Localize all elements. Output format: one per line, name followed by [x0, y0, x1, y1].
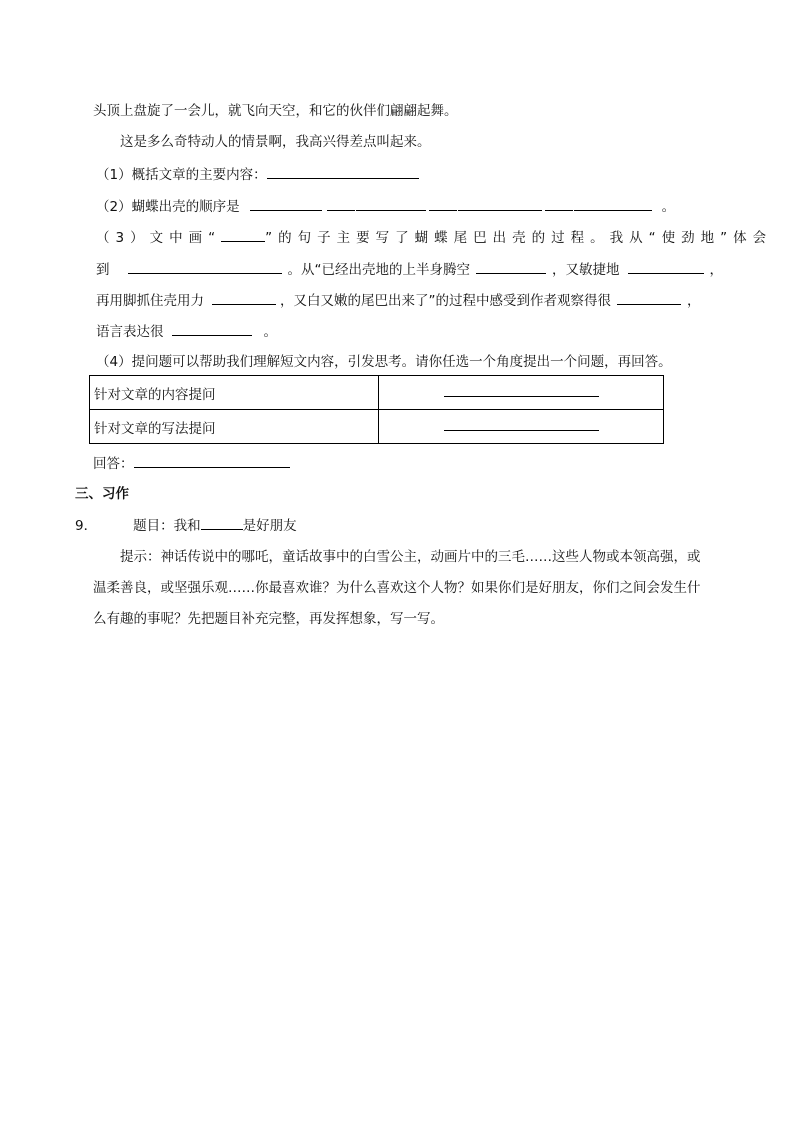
question-3-part2: ”的句子主要写了蝴蝶尾巴出壳的过程。我从“使劲地”体会	[265, 230, 773, 246]
answer-blank[interactable]	[617, 290, 681, 305]
table-cell-answer[interactable]	[379, 410, 664, 444]
question-2	[96, 196, 675, 217]
question-4: （4）提问题可以帮助我们理解短文内容，引发思考。请你任选一个角度提出一个问题，再回答。	[96, 354, 672, 370]
question-1-text: （1）概括文章的主要内容：	[96, 167, 267, 183]
question-3-part1: （3）文中画“	[96, 230, 222, 246]
answer-blank[interactable]	[250, 196, 322, 211]
passage-line-1: 头顶上盘旋了一会儿，就飞向天空，和它的伙伴们翩翩起舞。	[93, 103, 458, 119]
answer-label: 回答：	[93, 456, 134, 472]
hint-line-2: 温柔善良，或坚强乐观……你最喜欢谁？为什么喜欢这个人物？如果你们是好朋友，你们之间会发生什	[93, 580, 701, 596]
table-cell-label: 针对文章的写法提问	[90, 410, 379, 444]
question-9-title-prefix: 题目：我和	[133, 518, 201, 534]
table-row	[90, 376, 664, 410]
question-3-line-1	[96, 227, 772, 248]
question-3-part4: 。从“已经出壳地的上半身腾空	[287, 262, 470, 278]
hint-line-3: 么有趣的事呢？先把题目补充完整，再发挥想象，写一写。	[93, 611, 444, 627]
answer-blank[interactable]	[444, 384, 599, 397]
answer-blank[interactable]	[628, 259, 704, 274]
question-3-part7: 再用脚抓住壳用力	[96, 293, 204, 309]
question-3-part10: 语言表达很	[96, 324, 164, 340]
question-3-part3: 到	[96, 262, 110, 278]
table-row	[90, 410, 664, 444]
question-3-part5: ，又敏捷地	[552, 262, 620, 278]
hint-line-1: 提示：神话传说中的哪吒，童话故事中的白雪公主，动画片中的三毛……这些人物或本领高强，或	[120, 549, 701, 565]
table-cell-answer[interactable]	[379, 376, 664, 410]
question-9-number: 9．	[75, 518, 98, 534]
question-3-line-3	[96, 290, 701, 311]
dash-separator	[327, 201, 355, 211]
question-3-line-4	[96, 321, 277, 342]
question-table	[89, 375, 664, 444]
question-2-end: 。	[661, 199, 676, 215]
section-title: 三、习作	[75, 486, 129, 502]
answer-blank[interactable]	[201, 515, 243, 530]
question-2-text: （2）蝴蝶出壳的顺序是	[96, 199, 240, 215]
question-3-line-2	[96, 259, 723, 280]
dash-separator	[545, 201, 573, 211]
answer-blank[interactable]	[444, 418, 599, 431]
answer-blank[interactable]	[134, 453, 290, 468]
question-9	[75, 515, 297, 536]
question-3-part6: ，	[709, 262, 723, 278]
question-3-part8: ，又白又嫩的尾巴出来了”的过程中感受到作者观察得很	[280, 293, 611, 309]
answer-blank[interactable]	[128, 259, 282, 274]
answer-blank[interactable]	[267, 164, 419, 179]
answer-blank[interactable]	[356, 196, 426, 211]
answer-blank[interactable]	[458, 196, 542, 211]
question-3-part11: 。	[263, 324, 277, 340]
table-cell-label: 针对文章的内容提问	[90, 376, 379, 410]
answer-blank[interactable]	[476, 259, 546, 274]
answer-blank[interactable]	[221, 227, 265, 242]
answer-blank[interactable]	[172, 321, 252, 336]
answer-blank[interactable]	[574, 196, 652, 211]
question-3-part9: ，	[687, 293, 701, 309]
question-1	[96, 164, 419, 185]
dash-separator	[429, 201, 457, 211]
question-9-title-suffix: 是好朋友	[242, 518, 297, 534]
answer-blank[interactable]	[212, 290, 276, 305]
answer-line	[93, 453, 290, 474]
passage-line-2: 这是多么奇特动人的情景啊，我高兴得差点叫起来。	[120, 134, 431, 150]
